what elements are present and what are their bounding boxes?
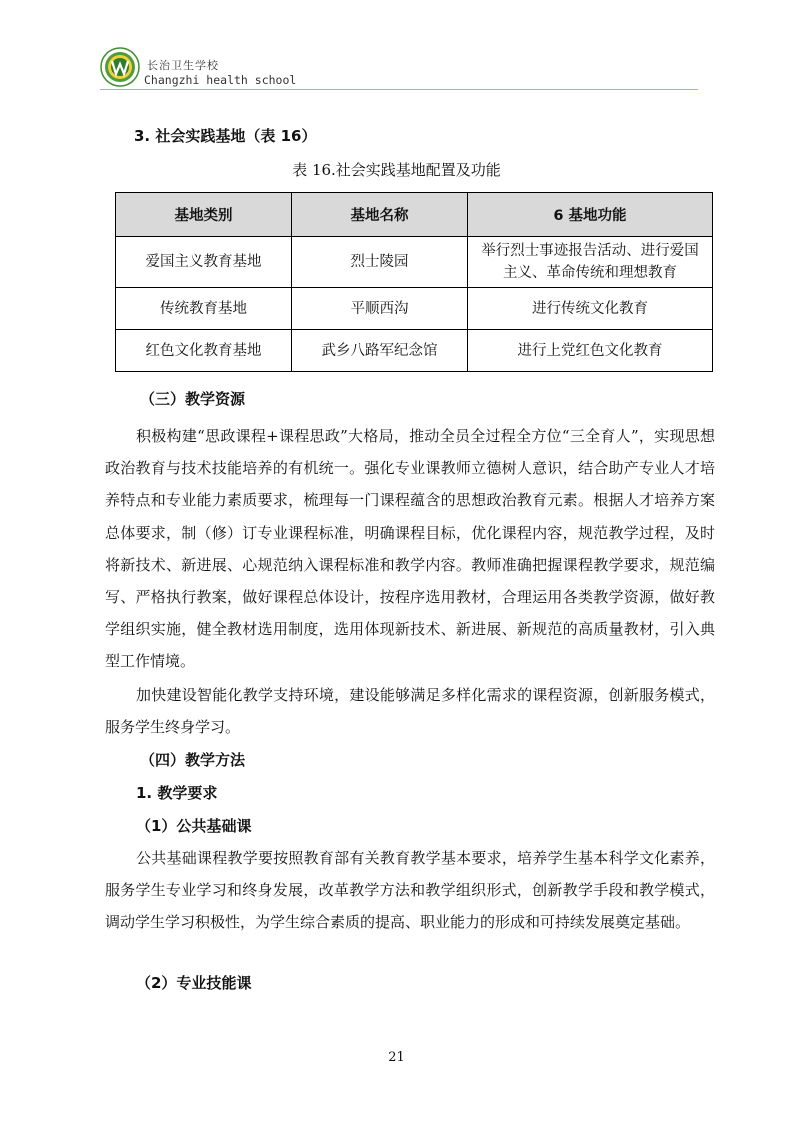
subsection-1-2-heading: （2）专业技能课 bbox=[136, 974, 252, 992]
table-header-row bbox=[116, 193, 713, 237]
table-header-cell: 基地类别 bbox=[116, 193, 292, 237]
school-logo-icon bbox=[100, 47, 140, 87]
paragraph-resources-2: 加快建设智能化教学支持环境，建设能够满足多样化需求的课程资源，创新服务模式，服务学生终身学习。 bbox=[105, 686, 715, 737]
table-cell: 烈士陵园 bbox=[292, 237, 468, 288]
table-cell: 进行上党红色文化教育 bbox=[468, 330, 713, 372]
page-header bbox=[100, 47, 700, 92]
table-cell: 传统教育基地 bbox=[116, 288, 292, 330]
table-row bbox=[116, 288, 713, 330]
table-row bbox=[116, 237, 713, 288]
table-row bbox=[116, 330, 713, 372]
subsection-1-heading: 1. 教学要求 bbox=[136, 784, 218, 802]
section-san-heading: （三）教学资源 bbox=[140, 390, 246, 408]
page-number: 21 bbox=[388, 1050, 405, 1065]
header-divider bbox=[100, 89, 698, 90]
table-cell: 举行烈士事迹报告活动、进行爱国主义、革命传统和理想教育 bbox=[468, 237, 713, 288]
table-header-cell: 基地名称 bbox=[292, 193, 468, 237]
school-name-cn: 长治卫生学校 bbox=[147, 59, 219, 72]
table-16-caption: 表 16.社会实践基地配置及功能 bbox=[292, 161, 501, 179]
subsection-1-1-heading: （1）公共基础课 bbox=[136, 817, 252, 835]
table-cell: 红色文化教育基地 bbox=[116, 330, 292, 372]
table-header-cell: 6 基地功能 bbox=[468, 193, 713, 237]
table-16 bbox=[115, 192, 713, 372]
school-name-en: Changzhi health school bbox=[144, 73, 297, 87]
table-cell: 爱国主义教育基地 bbox=[116, 237, 292, 288]
table-cell: 武乡八路军纪念馆 bbox=[292, 330, 468, 372]
section-3-heading: 3. 社会实践基地（表 16） bbox=[134, 127, 317, 145]
section-si-heading: （四）教学方法 bbox=[140, 751, 246, 769]
paragraph-public-basic: 公共基础课程教学要按照教育部有关教育教学基本要求，培养学生基本科学文化素养，服务学生专业学习和终身发展，改革教学方法和教学组织形式，创新教学手段和教学模式，调动学生学习积极性，为学生综合素质的提高、职业能力的形成和可持续发展奠定基础。 bbox=[105, 849, 715, 932]
paragraph-resources-1: 积极构建“思政课程+课程思政”大格局，推动全员全过程全方位“三全育人”，实现思想政治教育与技术技能培养的有机统一。强化专业课教师立德树人意识，结合助产专业人才培养特点和专业能力素质要求，梳理每一门课程蕴含的思想政治教育元素。根据人才培养方案总体要求，制（修）订专业课程标准，明确课程目标，优化课程内容，规范教学过程，及时将新技术、新进展、心规范纳入课程标准和教学内容。教师准确把握课程教学要求，规范编写、严格执行教案，做好课程总体设计，按程序选用教材，合理运用各类教学资源，做好教学组织实施，健全教材选用制度，选用体现新技术、新进展、新规范的高质量教材，引入典型工作情境。 bbox=[105, 427, 715, 671]
table-cell: 进行传统文化教育 bbox=[468, 288, 713, 330]
table-cell: 平顺西沟 bbox=[292, 288, 468, 330]
